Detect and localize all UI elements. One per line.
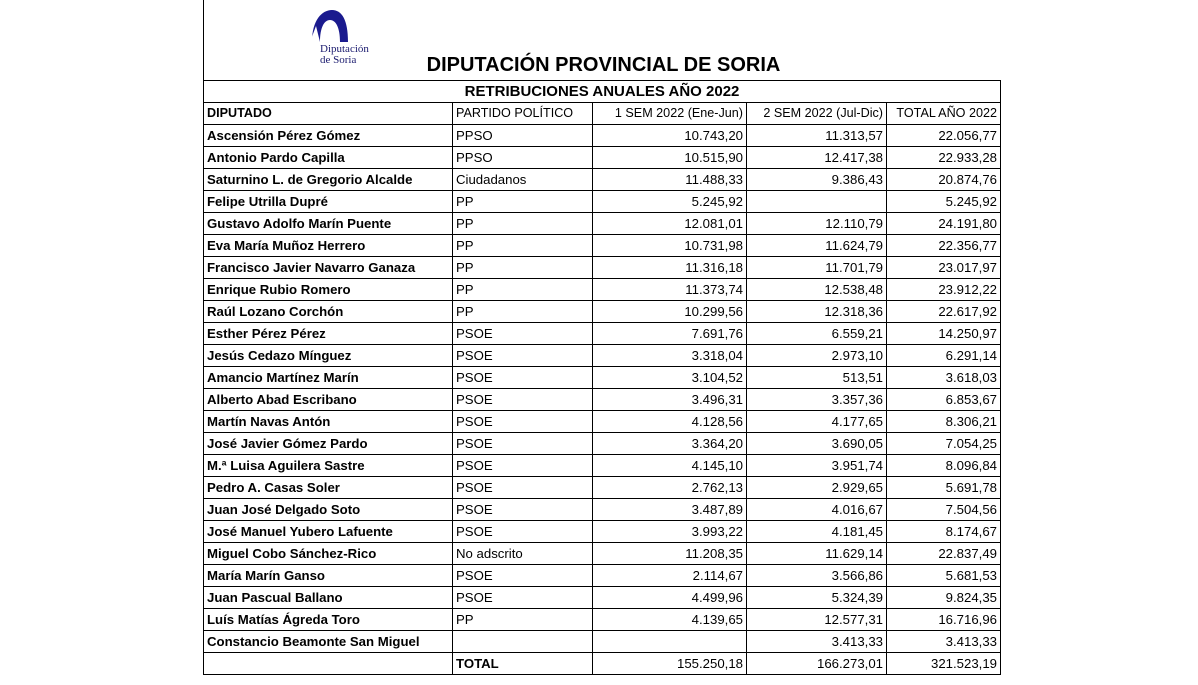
diputado-cell: Enrique Rubio Romero: [204, 279, 453, 301]
partido-cell: PSOE: [453, 521, 593, 543]
sem2-cell: 2.973,10: [747, 345, 887, 367]
sem1-cell: 4.139,65: [593, 609, 747, 631]
total-cell: 5.681,53: [887, 565, 1001, 587]
diputado-cell: Gustavo Adolfo Marín Puente: [204, 213, 453, 235]
table-row: [204, 345, 1001, 367]
sem1-cell: 3.496,31: [593, 389, 747, 411]
diputado-cell: Amancio Martínez Marín: [204, 367, 453, 389]
total-sem1: 155.250,18: [593, 653, 747, 675]
column-header-total: TOTAL AÑO 2022: [887, 103, 1001, 125]
diputado-cell: María Marín Ganso: [204, 565, 453, 587]
table-row: [204, 499, 1001, 521]
table-row: [204, 565, 1001, 587]
sem2-cell: 5.324,39: [747, 587, 887, 609]
sem2-cell: 11.629,14: [747, 543, 887, 565]
sem2-cell: 513,51: [747, 367, 887, 389]
sem1-cell: 11.488,33: [593, 169, 747, 191]
sem1-cell: 2.114,67: [593, 565, 747, 587]
sem2-cell: 2.929,65: [747, 477, 887, 499]
diputado-cell: Jesús Cedazo Mínguez: [204, 345, 453, 367]
partido-cell: PSOE: [453, 323, 593, 345]
total-cell: 5.245,92: [887, 191, 1001, 213]
sem1-cell: 11.208,35: [593, 543, 747, 565]
total-cell: 6.853,67: [887, 389, 1001, 411]
sem1-cell: 10.743,20: [593, 125, 747, 147]
partido-cell: PP: [453, 235, 593, 257]
total-cell: 8.096,84: [887, 455, 1001, 477]
table-subtitle-row: [204, 81, 1001, 103]
total-sem2: 166.273,01: [747, 653, 887, 675]
table-row: [204, 389, 1001, 411]
total-label: TOTAL: [453, 653, 593, 675]
partido-cell: Ciudadanos: [453, 169, 593, 191]
diputado-cell: M.ª Luisa Aguilera Sastre: [204, 455, 453, 477]
total-cell: 3.618,03: [887, 367, 1001, 389]
table-row: [204, 279, 1001, 301]
table-row: [204, 367, 1001, 389]
total-cell: 3.413,33: [887, 631, 1001, 653]
sem1-cell: 3.993,22: [593, 521, 747, 543]
table-row: [204, 257, 1001, 279]
table-header-row: [204, 103, 1001, 125]
diputado-cell: Miguel Cobo Sánchez-Rico: [204, 543, 453, 565]
total-cell: 8.174,67: [887, 521, 1001, 543]
total-cell: 23.017,97: [887, 257, 1001, 279]
retribuciones-table: [203, 80, 1001, 675]
total-cell: 6.291,14: [887, 345, 1001, 367]
table-row: [204, 191, 1001, 213]
sem2-cell: 3.566,86: [747, 565, 887, 587]
diputado-cell: Raúl Lozano Corchón: [204, 301, 453, 323]
sem2-cell: 6.559,21: [747, 323, 887, 345]
table-row: [204, 477, 1001, 499]
table-row: [204, 411, 1001, 433]
sem2-cell: 11.624,79: [747, 235, 887, 257]
total-cell: 22.056,77: [887, 125, 1001, 147]
total-cell: 20.874,76: [887, 169, 1001, 191]
diputado-cell: Luís Matías Ágreda Toro: [204, 609, 453, 631]
column-header-2-sem: 2 SEM 2022 (Jul-Dic): [747, 103, 887, 125]
sem1-cell: 11.316,18: [593, 257, 747, 279]
partido-cell: PSOE: [453, 477, 593, 499]
diputado-cell: Felipe Utrilla Dupré: [204, 191, 453, 213]
sem1-cell: 7.691,76: [593, 323, 747, 345]
partido-cell: PP: [453, 191, 593, 213]
sem2-cell: 12.110,79: [747, 213, 887, 235]
diputado-cell: Alberto Abad Escribano: [204, 389, 453, 411]
partido-cell: PP: [453, 213, 593, 235]
table-row: [204, 609, 1001, 631]
partido-cell: PP: [453, 301, 593, 323]
table-row: [204, 125, 1001, 147]
sem2-cell: 3.357,36: [747, 389, 887, 411]
total-cell: 22.837,49: [887, 543, 1001, 565]
table-subtitle: RETRIBUCIONES ANUALES AÑO 2022: [204, 81, 1001, 103]
partido-cell: PPSO: [453, 147, 593, 169]
total-cell: 7.054,25: [887, 433, 1001, 455]
total-cell: 16.716,96: [887, 609, 1001, 631]
partido-cell: PSOE: [453, 455, 593, 477]
sem1-cell: 2.762,13: [593, 477, 747, 499]
total-blank-cell: [204, 653, 453, 675]
partido-cell: PSOE: [453, 367, 593, 389]
table-row: [204, 147, 1001, 169]
diputado-cell: Esther Pérez Pérez: [204, 323, 453, 345]
sem1-cell: 3.487,89: [593, 499, 747, 521]
partido-cell: [453, 631, 593, 653]
sem2-cell: 4.016,67: [747, 499, 887, 521]
sem1-cell: 4.499,96: [593, 587, 747, 609]
table-row: [204, 631, 1001, 653]
partido-cell: PSOE: [453, 565, 593, 587]
total-cell: 5.691,78: [887, 477, 1001, 499]
total-cell: 8.306,21: [887, 411, 1001, 433]
total-cell: 7.504,56: [887, 499, 1001, 521]
partido-cell: PSOE: [453, 433, 593, 455]
diputado-cell: Eva María Muñoz Herrero: [204, 235, 453, 257]
sem2-cell: 12.538,48: [747, 279, 887, 301]
sem1-cell: 4.128,56: [593, 411, 747, 433]
diputado-cell: Pedro A. Casas Soler: [204, 477, 453, 499]
column-header-diputado: DIPUTADO: [204, 103, 453, 125]
sem2-cell: 3.951,74: [747, 455, 887, 477]
total-cell: 22.617,92: [887, 301, 1001, 323]
table-row: [204, 587, 1001, 609]
diputado-cell: Martín Navas Antón: [204, 411, 453, 433]
sem1-cell: 11.373,74: [593, 279, 747, 301]
sem1-cell: 10.299,56: [593, 301, 747, 323]
total-year: 321.523,19: [887, 653, 1001, 675]
logo-arch-icon: [308, 6, 350, 46]
partido-cell: PSOE: [453, 499, 593, 521]
sem2-cell: 11.313,57: [747, 125, 887, 147]
sem1-cell: 12.081,01: [593, 213, 747, 235]
diputado-cell: Ascensión Pérez Gómez: [204, 125, 453, 147]
partido-cell: PP: [453, 279, 593, 301]
logo-line-1: Diputación: [320, 43, 369, 55]
page-title: DIPUTACIÓN PROVINCIAL DE SORIA: [426, 54, 781, 76]
total-cell: 24.191,80: [887, 213, 1001, 235]
partido-cell: PP: [453, 609, 593, 631]
sem1-cell: 4.145,10: [593, 455, 747, 477]
table-row: [204, 521, 1001, 543]
sem2-cell: 12.318,36: [747, 301, 887, 323]
diputado-cell: José Javier Gómez Pardo: [204, 433, 453, 455]
sem2-cell: 3.413,33: [747, 631, 887, 653]
table-row: [204, 213, 1001, 235]
partido-cell: PPSO: [453, 125, 593, 147]
column-header-1-sem: 1 SEM 2022 (Ene-Jun): [593, 103, 747, 125]
sem2-cell: 11.701,79: [747, 257, 887, 279]
sem2-cell: 12.417,38: [747, 147, 887, 169]
table-total-row: [204, 653, 1001, 675]
diputado-cell: Juan José Delgado Soto: [204, 499, 453, 521]
partido-cell: No adscrito: [453, 543, 593, 565]
total-cell: 22.356,77: [887, 235, 1001, 257]
logo-line-2: de Soria: [320, 54, 357, 66]
diputado-cell: Juan Pascual Ballano: [204, 587, 453, 609]
sem2-cell: [747, 191, 887, 213]
diputado-cell: Francisco Javier Navarro Ganaza: [204, 257, 453, 279]
sem1-cell: 10.731,98: [593, 235, 747, 257]
diputado-cell: José Manuel Yubero Lafuente: [204, 521, 453, 543]
partido-cell: PSOE: [453, 411, 593, 433]
total-cell: 14.250,97: [887, 323, 1001, 345]
sem1-cell: 3.364,20: [593, 433, 747, 455]
partido-cell: PSOE: [453, 389, 593, 411]
table-row: [204, 169, 1001, 191]
sem2-cell: 3.690,05: [747, 433, 887, 455]
sem1-cell: [593, 631, 747, 653]
table-row: [204, 455, 1001, 477]
sem2-cell: 9.386,43: [747, 169, 887, 191]
diputado-cell: Constancio Beamonte San Miguel: [204, 631, 453, 653]
partido-cell: PSOE: [453, 345, 593, 367]
table-row: [204, 433, 1001, 455]
sem1-cell: 5.245,92: [593, 191, 747, 213]
partido-cell: PSOE: [453, 587, 593, 609]
diputado-cell: Saturnino L. de Gregorio Alcalde: [204, 169, 453, 191]
table-row: [204, 301, 1001, 323]
sem1-cell: 3.104,52: [593, 367, 747, 389]
total-cell: 22.933,28: [887, 147, 1001, 169]
table-row: [204, 235, 1001, 257]
total-cell: 9.824,35: [887, 587, 1001, 609]
table-row: [204, 323, 1001, 345]
sem1-cell: 10.515,90: [593, 147, 747, 169]
sem2-cell: 12.577,31: [747, 609, 887, 631]
sem2-cell: 4.181,45: [747, 521, 887, 543]
partido-cell: PP: [453, 257, 593, 279]
total-cell: 23.912,22: [887, 279, 1001, 301]
sem1-cell: 3.318,04: [593, 345, 747, 367]
column-header-partido: PARTIDO POLÍTICO: [453, 103, 593, 125]
diputado-cell: Antonio Pardo Capilla: [204, 147, 453, 169]
table-row: [204, 543, 1001, 565]
sem2-cell: 4.177,65: [747, 411, 887, 433]
